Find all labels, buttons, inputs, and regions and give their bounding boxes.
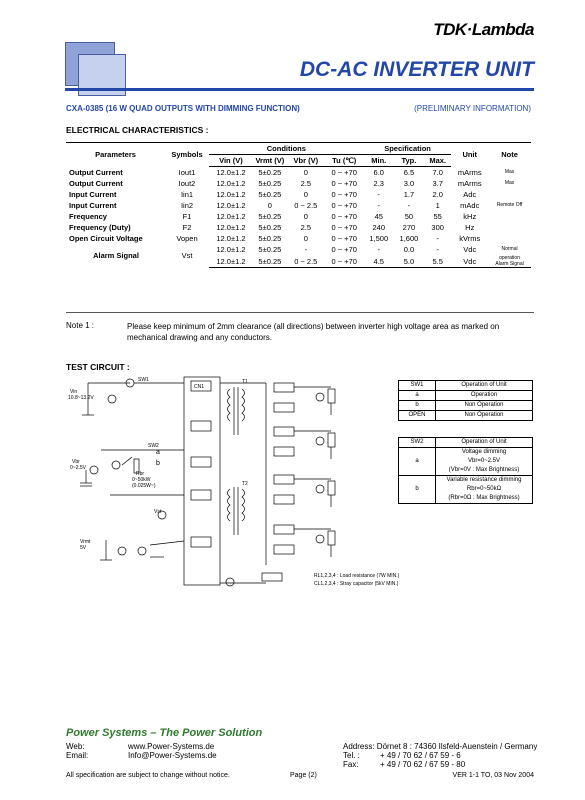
vbr: 0 ~ 2.5 — [294, 201, 318, 210]
table-row — [66, 222, 531, 233]
param: Output Current — [69, 167, 123, 177]
switch-b-label: b — [156, 460, 160, 467]
vrmt: 5±0.25 — [258, 190, 282, 199]
symbol: Iin2 — [180, 201, 194, 210]
vrmt: 5±0.25 — [258, 223, 282, 232]
vrmt-label: Vrmt — [80, 539, 91, 545]
unit: Vdc — [463, 245, 477, 254]
sw1-value: Non Operation — [436, 401, 533, 411]
typ: 1,600 — [399, 234, 419, 243]
min: 6.0 — [373, 168, 384, 177]
symbol: Vst — [181, 251, 193, 261]
page-number: Page (2) — [290, 772, 317, 779]
fax-number: + 49 / 70 62 / 67 59 - 80 — [380, 760, 466, 769]
title-rule — [65, 88, 534, 91]
col-unit: Unit — [451, 143, 488, 167]
vin: 12.0±1.2 — [216, 168, 246, 177]
col-typ: Typ. — [394, 155, 424, 167]
rbr-label: Rbr — [136, 471, 145, 477]
note — [488, 222, 531, 233]
vbr: 2.5 — [300, 223, 311, 232]
table-row — [399, 391, 533, 401]
vrmt: 5±0.25 — [258, 168, 282, 177]
sw2-label: SW2 — [148, 443, 159, 449]
product-subtitle: CXA-0385 (16 W QUAD OUTPUTS WITH DIMMING FUNCTION) — [66, 104, 300, 113]
sw1-op-header: Operation of Unit — [436, 381, 533, 391]
param: Input Current — [69, 190, 117, 199]
vrmt-value: 5V — [80, 545, 87, 551]
symbol: Iout1 — [178, 167, 196, 177]
table-row — [399, 448, 533, 476]
max: 3.7 — [432, 179, 443, 188]
vrmt: 5±0.25 — [253, 255, 287, 268]
vbr: 2.5 — [300, 179, 311, 188]
min: 4.5 — [364, 255, 394, 268]
col-parameters: Parameters — [66, 143, 165, 167]
min: 1,500 — [369, 234, 389, 243]
load-note-1: RL1,2,3,4 : Load resistance (7W MIN.) — [314, 573, 400, 579]
min: - — [377, 190, 381, 199]
vbr: 0 — [303, 190, 308, 199]
param: Output Current — [69, 179, 123, 188]
max: - — [436, 234, 439, 243]
disclaimer: All specification are subject to change without notice. — [66, 772, 230, 779]
symbol: Iin1 — [180, 190, 194, 199]
sw2-op-header: Operation of Unit — [436, 438, 533, 448]
sw2-a-line-2: Vbr=0~2.5V — [467, 458, 501, 464]
tu: 0 ~ +70 — [331, 179, 357, 188]
sw2-b-line-3: (Rbr=0Ω : Max Brightness) — [448, 495, 520, 501]
typ: 270 — [402, 223, 416, 232]
max: 1 — [435, 201, 440, 210]
table-row — [399, 476, 533, 504]
col-vbr: Vbr (V) — [287, 155, 325, 167]
param: Open Circuit Voltage — [69, 234, 143, 243]
email-label: Email: — [66, 751, 89, 760]
min: 2.3 — [373, 179, 384, 188]
table-row — [399, 401, 533, 411]
rbr-range: 0~50kW — [132, 477, 151, 483]
tu: 0 ~ +70 — [331, 245, 357, 254]
sw1-key: b — [399, 401, 436, 411]
max: 5.5 — [424, 255, 451, 268]
vin: 12.0±1.2 — [216, 245, 246, 254]
sw1-key: OPEN — [399, 411, 436, 421]
version: VER 1-1 TO, 03 Nov 2004 — [452, 772, 534, 779]
load-note-2: CL1,2,3,4 : Stray capacitor (5kV MIN.) — [314, 581, 399, 587]
note-line-2: Alarm Signal — [495, 261, 524, 267]
sw1-table — [398, 380, 533, 421]
table-row — [66, 244, 531, 255]
table-row — [66, 233, 531, 244]
typ: 3.0 — [403, 179, 415, 188]
electrical-heading: ELECTRICAL CHARACTERISTICS : — [66, 125, 209, 135]
unit: Adc — [463, 190, 477, 199]
email-link[interactable]: Info@Power-Systems.de — [128, 751, 217, 760]
vin: 12.0±1.2 — [216, 190, 246, 199]
max: - — [436, 245, 439, 254]
product-title: DC-AC INVERTER UNIT — [299, 58, 534, 81]
typ: 1.7 — [403, 190, 415, 199]
unit: mAdc — [460, 201, 480, 210]
sw1-header: SW1 — [399, 381, 436, 391]
col-max: Max. — [424, 155, 451, 167]
note — [488, 255, 531, 268]
table-row — [66, 178, 531, 189]
t2-label: T2 — [242, 481, 248, 487]
max: 300 — [431, 223, 444, 232]
symbol: F1 — [182, 212, 192, 221]
param: Frequency (Duty) — [69, 223, 131, 232]
unit: kVrms — [459, 234, 481, 243]
sw2-value — [436, 476, 533, 504]
table-row — [399, 411, 533, 421]
brand-logo: TDK·Lambda — [433, 20, 534, 39]
sw2-b-line-1: Variable resistance dimming — [446, 477, 522, 483]
vbr: - — [304, 245, 308, 254]
sw2-b-line-2: Rbr=0~50kΩ — [466, 486, 502, 492]
electrical-table — [66, 142, 531, 268]
vbr-label: Vbr — [72, 459, 80, 465]
vrmt: 5±0.25 — [258, 245, 282, 254]
typ: - — [407, 201, 411, 210]
min: - — [377, 245, 381, 254]
param: Alarm Signal — [93, 251, 139, 261]
switch-a-label: a — [156, 449, 160, 456]
symbol: Vopen — [176, 234, 198, 243]
sw2-a-line-3: (Vbr=0V : Max Brightness) — [448, 467, 520, 473]
vin: 12.0±1.2 — [216, 212, 246, 221]
col-conditions: Conditions — [209, 143, 364, 155]
preliminary-label: (PRELIMINARY INFORMATION) — [414, 104, 531, 113]
tu: 0 ~ +70 — [331, 223, 357, 232]
rbr-power: (0.025W~) — [132, 483, 156, 489]
note-label: Note 1 : — [66, 321, 95, 330]
param: Input Current — [69, 201, 117, 210]
fax-label: Fax: — [343, 760, 359, 769]
sw2-header: SW2 — [399, 438, 436, 448]
vbr-range: 0~2.5V — [70, 465, 86, 471]
typ: 50 — [404, 212, 414, 221]
param: Frequency — [69, 212, 107, 221]
vbr: 0 — [303, 212, 308, 221]
vrmt: 5±0.25 — [258, 179, 282, 188]
tu: 0 ~ +70 — [331, 201, 357, 210]
note — [488, 233, 531, 244]
vin: 12.0±1.2 — [209, 255, 253, 268]
typ: 5.0 — [394, 255, 424, 268]
note — [488, 189, 531, 200]
unit: mArms — [457, 179, 482, 188]
vrmt: 5±0.25 — [258, 234, 282, 243]
vin: 12.0±1.2 — [216, 234, 246, 243]
unit: Hz — [465, 223, 475, 232]
table-row — [66, 200, 531, 211]
col-min: Min. — [364, 155, 394, 167]
footer-title: Power Systems – The Power Solution — [66, 727, 263, 739]
note: Remote Off — [496, 202, 523, 208]
sw1-value: Operation — [436, 391, 533, 401]
col-symbols: Symbols — [165, 143, 209, 167]
sw1-label: SW1 — [138, 377, 149, 383]
cn1-label: CN1 — [194, 384, 205, 390]
test-circuit-heading: TEST CIRCUIT : — [66, 362, 130, 372]
col-note: Note — [488, 143, 531, 167]
vin: 12.0±1.2 — [216, 201, 246, 210]
max: 7.0 — [432, 168, 443, 177]
vin-label: Vin — [70, 389, 78, 395]
note — [488, 211, 531, 222]
tu: 0 ~ +70 — [331, 168, 357, 177]
max: 2.0 — [432, 190, 443, 199]
typ: 6.5 — [403, 168, 415, 177]
tel-number: + 49 / 70 62 / 67 59 - 6 — [380, 751, 461, 760]
load-notes — [314, 572, 399, 588]
sw2-key: b — [399, 476, 436, 504]
table-row — [66, 189, 531, 200]
note: Max — [504, 180, 515, 186]
min: - — [377, 201, 381, 210]
test-circuit-diagram — [66, 375, 368, 590]
note-text: Please keep minimum of 2mm clearance (all directions) between inverter high voltage area as marked on mechanical drawing and any conductors. — [127, 322, 500, 342]
min: 240 — [372, 223, 386, 232]
symbol: F2 — [182, 223, 192, 232]
sw1-value: Non Operation — [436, 411, 533, 421]
address: Address: Dörnet 8 : 74360 Ilsfeld-Auenstein / Germany — [343, 742, 538, 751]
sw1-key: a — [399, 391, 436, 401]
vst-label: Vst — [154, 509, 162, 515]
section-divider — [66, 312, 534, 313]
tu: 0 ~ +70 — [325, 255, 364, 268]
note: Max — [504, 168, 515, 175]
vbr: 0 ~ 2.5 — [287, 255, 325, 268]
col-vrmt: Vrmt (V) — [253, 155, 287, 167]
max: 55 — [433, 212, 442, 221]
table-row — [66, 167, 531, 179]
sw2-a-line-1: Voltage dimming — [461, 449, 507, 455]
note-line-1: operation — [499, 255, 520, 261]
sw2-value — [436, 448, 533, 476]
t1-label: T1 — [242, 379, 248, 385]
vrmt: 5±0.25 — [258, 212, 282, 221]
tu: 0 ~ +70 — [331, 234, 357, 243]
col-vin: Vin (V) — [209, 155, 253, 167]
note: Normal — [501, 246, 518, 252]
table-row — [66, 211, 531, 222]
unit: kHz — [463, 212, 477, 221]
sw2-table — [398, 437, 533, 504]
min: 45 — [374, 212, 383, 221]
web-link[interactable]: www.Power-Systems.de — [128, 742, 215, 751]
web-label: Web: — [66, 742, 85, 751]
unit: Vdc — [451, 255, 488, 268]
unit: mArms — [457, 167, 482, 177]
tu: 0 ~ +70 — [331, 190, 357, 199]
tel-label: Tel. : — [343, 751, 360, 760]
col-tu: Tu (℃) — [325, 155, 364, 167]
vbr: 0 — [303, 234, 308, 243]
vin-range: 10.8~13.2V — [68, 395, 94, 401]
vrmt: 0 — [267, 201, 272, 210]
vin: 12.0±1.2 — [216, 223, 246, 232]
symbol: Iout2 — [178, 179, 196, 188]
typ: 0.0 — [403, 245, 415, 254]
vbr: 0 — [303, 168, 308, 177]
vin: 12.0±1.2 — [216, 179, 246, 188]
sw2-key: a — [399, 448, 436, 476]
tu: 0 ~ +70 — [331, 212, 357, 221]
col-specification: Specification — [364, 143, 452, 155]
